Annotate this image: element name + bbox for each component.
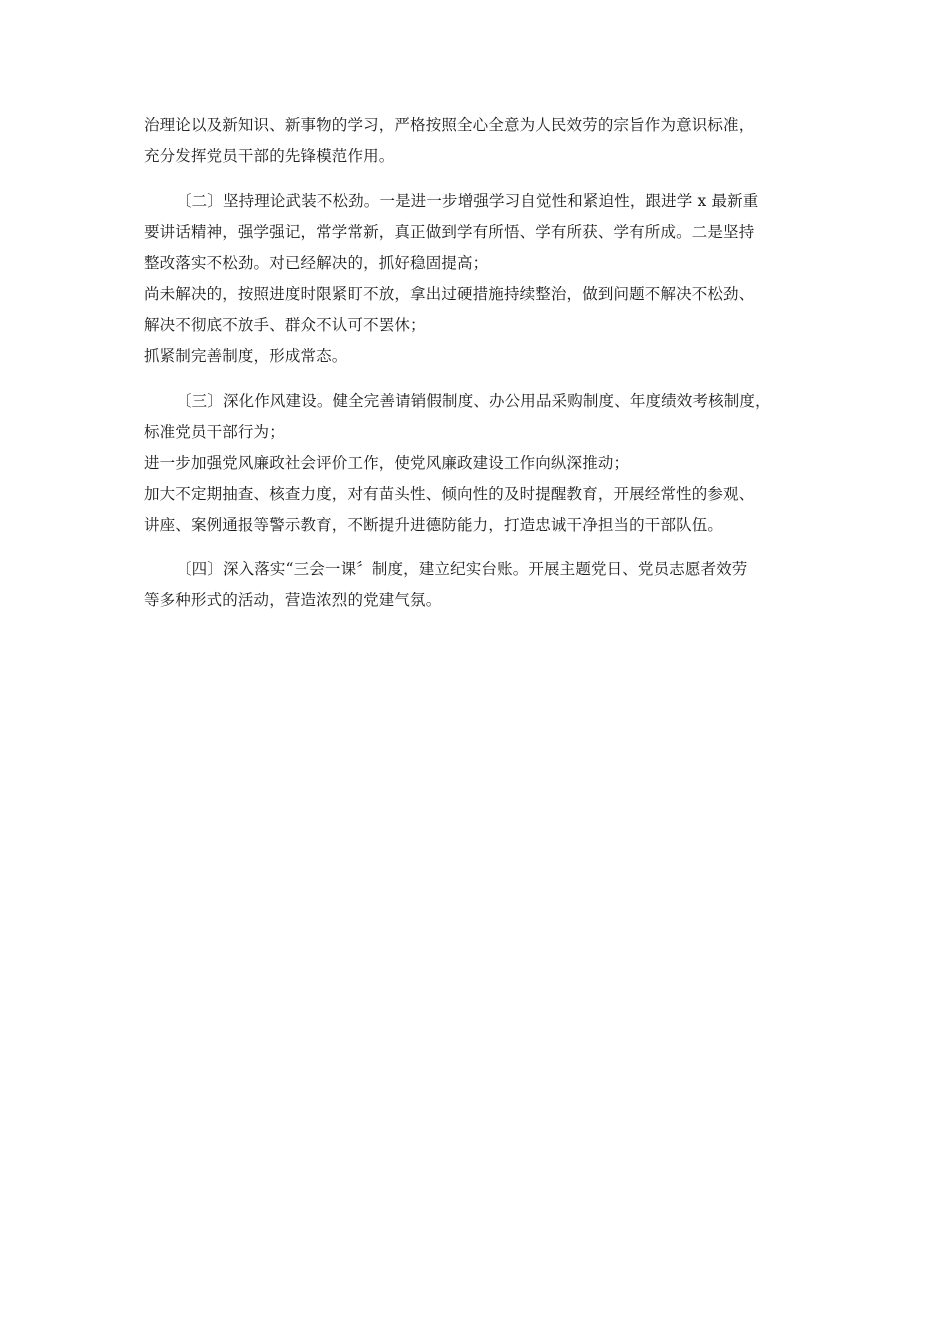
text-line: 进一步加强党风廉政社会评价工作，使党风廉政建设工作向纵深推动； xyxy=(144,454,630,472)
text-line: 讲座、案例通报等警示教育，不断提升进德防能力，打造忠诚干净担当的干部队伍。 xyxy=(144,516,724,534)
text-line: 整改落实不松劲。对已经解决的，抓好稳固提高； xyxy=(144,254,489,272)
text-line: 抓紧制完善制度，形成常态。 xyxy=(144,347,348,365)
text-line: 尚未解决的，按照进度时限紧盯不放，拿出过硬措施持续整治，做到问题不解决不松劲、 xyxy=(144,285,755,303)
paragraph-4-heading-line: 〔四〕深入落实“三会一课〞制度，建立纪实台账。开展主题党日、党员志愿者效劳 xyxy=(176,560,748,578)
text-line: 加大不定期抽查、核查力度，对有苗头性、倾向性的及时提醒教育，开展经常性的参观、 xyxy=(144,485,755,503)
text-line: 解决不彻底不放手、群众不认可不罢休； xyxy=(144,316,426,334)
paragraph-3-heading-line: 〔三〕深化作风建设。健全完善请销假制度、办公用品采购制度、年度绩效考核制度， xyxy=(176,392,771,410)
text-line: 标准党员干部行为； xyxy=(144,423,285,441)
paragraph-2-heading-line: 〔二〕坚持理论武装不松劲。一是进一步增强学习自觉性和紧迫性，跟进学 x 最新重 xyxy=(176,192,759,210)
text-line: 治理论以及新知识、新事物的学习，严格按照全心全意为人民效劳的宗旨作为意识标准， xyxy=(144,116,755,134)
text-line: 等多种形式的活动，营造浓烈的党建气氛。 xyxy=(144,591,442,609)
text-line: 要讲话精神，强学强记，常学常新，真正做到学有所悟、学有所获、学有所成。二是坚持 xyxy=(144,223,755,241)
text-line: 充分发挥党员干部的先锋模范作用。 xyxy=(144,147,395,165)
